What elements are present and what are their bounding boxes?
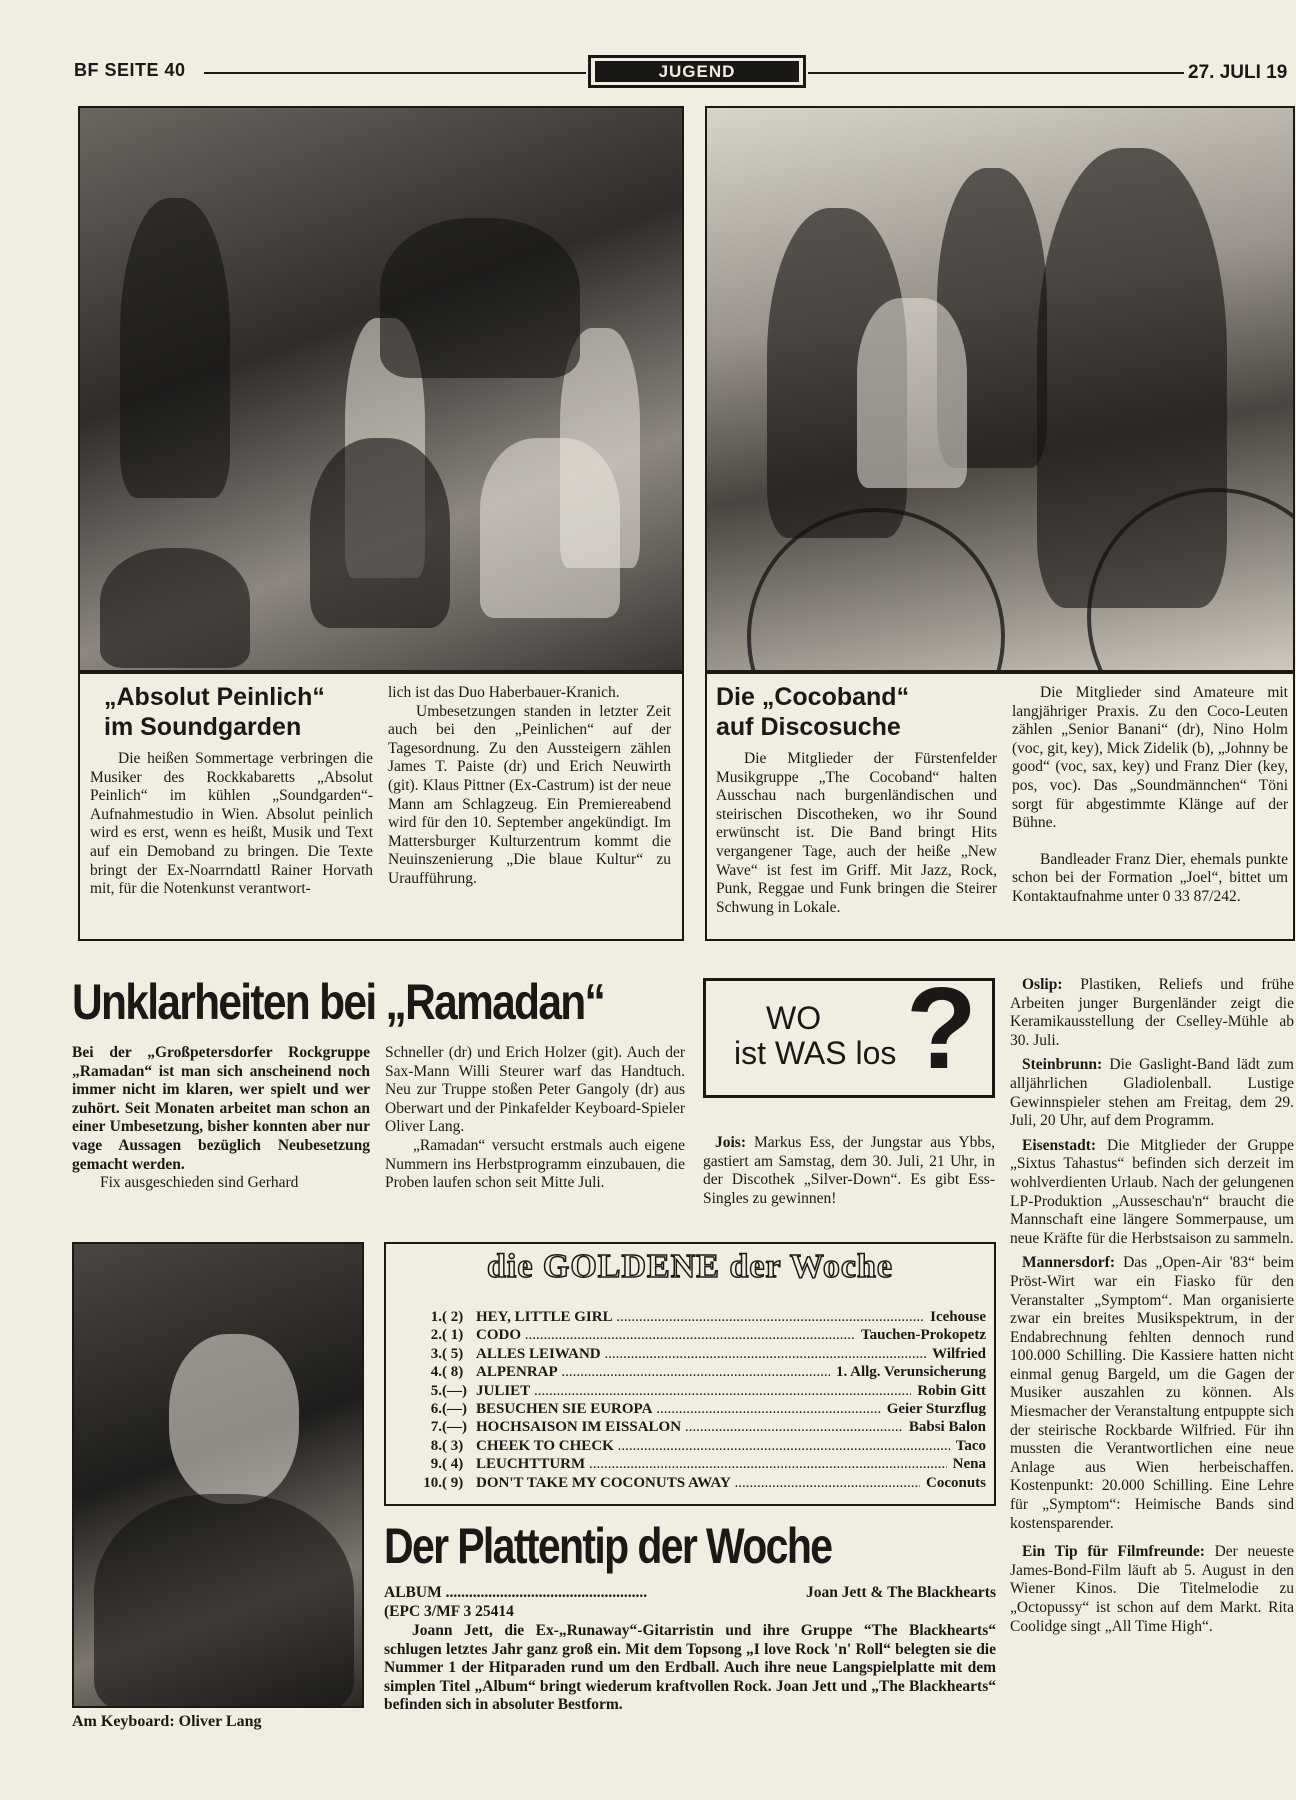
- section-banner: [588, 55, 806, 88]
- chart-artist: Tauchen-Prokopetz: [855, 1326, 986, 1344]
- ramadan-paragraph2: Schneller (dr) und Erich Holzer (git). Auch der Sax-Mann Willi Steurer warf das Handtuch. Neu zur Truppe stoßen Peter Gangoly (dr) aus Oberwart und der Pinkafelder Keyboard-Spieler Oliver Lang.: [385, 1044, 685, 1136]
- event-text-mannersdorf: Das „Open-Air '83“ beim Pröst-Wirt war ein Fiasko für den Veranstalter „Symptom“. Man organisierte zwar ein breites Musikspektrum, in der Endabrechnung fehlten dennoch rund 100.000 Schilling. Die Kassiere hatten nicht einmal genug Bargeld, um die Gagen der Musiker auszahlen zu können. Als Miesmacher der Veranstaltung entpuppte sich der steirische Rockbarde Wilfried. Für ihn mussten die Verantwortlichen eine neue Anlage aus Wien herbeischaffen. Kostenpunkt: 20.000 Schilling. Eine Lehre für „Symptom“: Heimische Bands sind kostensparender.: [1010, 1254, 1294, 1532]
- ist-was-los-label: ist WAS los: [734, 1035, 897, 1071]
- chart-artist: Taco: [950, 1437, 986, 1455]
- chart-rank: 10.: [423, 1474, 442, 1491]
- article2-col2: [1012, 684, 1288, 907]
- chart-previous: ( 4): [442, 1456, 464, 1473]
- wo-ist-was-los-box: [703, 963, 995, 1098]
- chart-rank: 4.: [430, 1364, 442, 1381]
- chart-song-title: CODO .....: [476, 1326, 855, 1344]
- chart-rank: 1.: [430, 1309, 442, 1325]
- article1-paragraph3: Umbesetzungen standen in letzter Zeit auch bei den „Peinlichen“ auf der Tagesordnung. Zu den Aussteigern zählen James T. Paiste (dr) und Erich Neuwirth (git). Klaus Pittner (Ex-Castrum) ist der neue Mann am Schlagzeug. Ein Premiereabend wird für den 10. September angekündigt. Im Mattersburger Kulturzentrum kommt die Neuinszenierung „Die blaue Kultur“ zu Uraufführung.: [388, 702, 671, 887]
- article1-paragraph2: lich ist das Duo Haberbauer-Kranich.: [388, 684, 620, 701]
- jois-text: Markus Ess, der Jungstar aus Ybbs, gastiert am Samstag, dem 30. Juli, 21 Uhr, in der Discothek „Silver-Down“. Es gibt Ess-Singles zu gewinnen!: [703, 1134, 995, 1207]
- photo-caption: Am Keyboard: Oliver Lang: [72, 1713, 262, 1730]
- chart-rank: 5.: [430, 1382, 442, 1399]
- event-text-film: Der neueste James-Bond-Film läuft ab 5. August in den Wiener Kinos. Die Titelmelodie zu „Octopussy“ ist schon auf dem Markt. Rita Coolidge singt „All Time High“.: [1010, 1543, 1294, 1635]
- chart-row: [396, 1326, 986, 1344]
- chart-song-title: HOCHSAISON IM EISSALON .....: [476, 1418, 903, 1436]
- ramadan-headline: Unklarheiten bei „Ramadan“: [72, 974, 605, 1030]
- event-label-oslip: Oslip:: [1022, 976, 1063, 993]
- plattentip-headline: Der Plattentip der Woche: [384, 1518, 832, 1574]
- chart-song-title: CHEEK TO CHECK .....: [476, 1437, 950, 1455]
- header-rule-left: [204, 72, 586, 74]
- chart-row: [396, 1400, 986, 1418]
- chart-previous: (—): [442, 1419, 467, 1436]
- article2-headline-line1: Die „Cocoband“: [716, 683, 910, 711]
- chart-artist: Icehouse: [924, 1308, 986, 1326]
- event-label-film: Ein Tip für Filmfreunde:: [1022, 1543, 1205, 1561]
- jois-item: [703, 1134, 995, 1208]
- chart-song-title: DON'T TAKE MY COCONUTS AWAY .....: [476, 1474, 920, 1492]
- chart-artist: Robin Gitt: [911, 1382, 986, 1400]
- album-label: ALBUM ....................................................: [384, 1584, 648, 1601]
- chart-previous: ( 2): [442, 1309, 464, 1325]
- chart-artist: 1. Allg. Verunsicherung: [830, 1363, 986, 1381]
- chart-previous: (—): [442, 1401, 467, 1418]
- chart-artist: Geier Sturzflug: [881, 1400, 986, 1418]
- chart-row: [396, 1474, 986, 1492]
- chart-song-title: HEY, LITTLE GIRL .....: [476, 1308, 924, 1326]
- chart-row: [396, 1345, 986, 1363]
- album-artist: Joan Jett & The Blackhearts: [805, 1584, 996, 1601]
- chart-song-title: ALPENRAP .....: [476, 1363, 830, 1381]
- article1-paragraph1: Die heißen Sommertage verbringen die Musiker des Rockkabaretts „Absolut Peinlich“ im kühlen „Soundgarden“-Aufnahmestudio in Wien. Absolut peinlich wird es erst, wenn es heißt, Musik und Text auf ein Demoband zu bringen. Die Texte bringt der Ex-Noarrndattl Rainer Horvath mit, für die Notenkunst verantwort-: [90, 750, 373, 898]
- article2-paragraph3: Bandleader Franz Dier, ehemals punkte schon bei der Formation „Joel“, bittet um Kontaktaufnahme unter 0 33 87/242.: [1012, 850, 1288, 905]
- chart-previous: ( 1): [442, 1327, 464, 1344]
- chart-title: die GOLDENE der Woche: [486, 1248, 894, 1285]
- wo-label: WO: [766, 1000, 822, 1036]
- ramadan-col2: [385, 1044, 685, 1193]
- article2-paragraph2: Die Mitglieder sind Amateure mit langjähriger Praxis. Zu den Coco-Leuten zählen „Senior Banani“ (dr), Nino Holm (voc, git, key), Mick Zidelik (b), „Johnny be good“ (voc, sax, key) und Franz Dier (key, pos, voc). Das „Soundmännchen“ Töni sorgt für abgestimmte Klänge auf der Bühne.: [1012, 684, 1288, 832]
- page-date: 27. JULI 19: [1188, 62, 1288, 83]
- chart-previous: ( 3): [442, 1437, 464, 1454]
- event-text-steinbrunn: Die Gaslight-Band lädt zum alljährlichen Gladiolenball. Lustige Gewinnspieler stehen am Freitag, dem 29. Juli, 20 Uhr, auf dem Programm.: [1010, 1056, 1294, 1130]
- chart-rank: 9.: [430, 1456, 442, 1473]
- article2-paragraph1: Die Mitglieder der Fürstenfelder Musikgruppe „The Cocoband“ halten Ausschau nach burgenländischen und steirischen Discotheken, wo ihr Sound erwünscht ist. Die Band bringt Hits vergangener Tage, auch der heiße „New Wave“ ist fest im Griff. Mit Jazz, Rock, Punk, Reggae und Funk bringen die Steirer Schwung in Lokale.: [716, 750, 997, 916]
- chart-previous: (—): [442, 1382, 467, 1399]
- chart-row: [396, 1418, 986, 1436]
- plattentip-review: [384, 1622, 996, 1715]
- chart-song-title: ALLES LEIWAND .....: [476, 1345, 926, 1363]
- ramadan-paragraph3: „Ramadan“ versucht erstmals auch eigene Nummern ins Herbstprogramm einzubauen, die Proben laufen schon seit Mitte Juli.: [385, 1136, 685, 1192]
- plattentip-album: [384, 1584, 996, 1621]
- event-text-eisenstadt: Die Mitglieder der Gruppe „Sixtus Tahastus“ befinden sich derzeit im wohlverdienten Urlaub. Nach der gelungenen LP-Produktion „Ausseschau'n“ braucht die Mannschaft eine längere Sommerpause, um neue Kräfte für die Herbstsaison zu sammeln.: [1010, 1136, 1294, 1247]
- chart-rank: 7.: [430, 1419, 442, 1436]
- event-text-oslip: Plastiken, Reliefs und frühe Arbeiten junger Burgenländer zeigt die Keramikausstellung der Cselley-Mühle ab 30. Juli.: [1010, 976, 1294, 1049]
- article2-headline: [716, 682, 1016, 742]
- events-sidebar: [1010, 976, 1294, 1642]
- article1-col2: [388, 684, 671, 889]
- album-catalog: (EPC 3/MF 3 25414: [384, 1602, 514, 1620]
- page-number: BF SEITE 40: [74, 60, 186, 80]
- event-label-mannersdorf: Mannersdorf:: [1022, 1254, 1115, 1272]
- article2-headline-line2: auf Discosuche: [716, 713, 901, 741]
- question-mark: ?: [906, 963, 977, 1093]
- chart-song-title: BESUCHEN SIE EUROPA .....: [476, 1400, 881, 1418]
- chart-song-title: JULIET .....: [476, 1382, 911, 1400]
- chart-row: [396, 1437, 986, 1455]
- chart-artist: Coconuts: [920, 1474, 986, 1492]
- chart-artist: Nena: [947, 1455, 986, 1473]
- article1-headline: [104, 682, 394, 742]
- chart-song-title: LEUCHTTURM .....: [476, 1455, 947, 1473]
- ramadan-paragraph1: Fix ausgeschieden sind Gerhard: [100, 1174, 299, 1192]
- chart-rank: 8.: [430, 1437, 442, 1454]
- chart-rank: 2.: [430, 1327, 442, 1344]
- chart-previous: ( 9): [442, 1474, 464, 1491]
- article1-col1: [90, 750, 373, 899]
- chart-rank: 6.: [430, 1401, 442, 1418]
- ramadan-col1: [72, 1044, 370, 1193]
- chart-artist: Babsi Balon: [903, 1418, 986, 1436]
- chart-list: [396, 1308, 986, 1492]
- chart-row: [396, 1363, 986, 1381]
- photo-cocoband: [705, 106, 1295, 672]
- article2-col1: [716, 750, 997, 917]
- article1-headline-line2: im Soundgarden: [104, 713, 302, 741]
- event-label-steinbrunn: Steinbrunn:: [1022, 1056, 1103, 1074]
- section-title: JUGEND: [595, 61, 799, 82]
- photo-oliver-lang: [72, 1242, 364, 1708]
- plattentip-text: Joann Jett, die Ex-„Runaway“-Gitarristin und ihre Gruppe “The Blackhearts“ schlugen letztes Jahr ganz groß ein. Mit dem Topsong „I love Rock 'n' Roll“ belegten sie die Nummer 1 der Hitparaden rund um den Erdball. Auch ihre neue Langspielplatte mit dem simplen Titel „Album“ bringt wiederum kraftvollen Rock. Joan Jett und „The Blackhearts“ befinden sich in absoluter Bestform.: [384, 1622, 996, 1714]
- photo-absolut-peinlich: [78, 106, 684, 672]
- article1-headline-line1: „Absolut Peinlich“: [104, 683, 325, 711]
- chart-previous: ( 5): [442, 1345, 464, 1362]
- chart-rank: 3.: [430, 1345, 442, 1362]
- ramadan-lead: Bei der „Großpetersdorfer Rockgruppe „Ramadan“ ist man sich anscheinend noch immer nicht im klaren, wer spielt und wer zuhört. Seit Monaten arbeitet man schon an einer Umbesetzung, bisher konnten aber nur vage Aussagen bezüglich Neubesetzung gemacht werden.: [72, 1044, 370, 1173]
- event-label-eisenstadt: Eisenstadt:: [1022, 1136, 1097, 1154]
- jois-label: Jois:: [715, 1134, 746, 1151]
- chart-row: [396, 1308, 986, 1326]
- chart-artist: Wilfried: [926, 1345, 986, 1363]
- chart-previous: ( 8): [442, 1364, 464, 1381]
- chart-row: [396, 1382, 986, 1400]
- header-rule-right: [808, 72, 1184, 74]
- chart-row: [396, 1455, 986, 1473]
